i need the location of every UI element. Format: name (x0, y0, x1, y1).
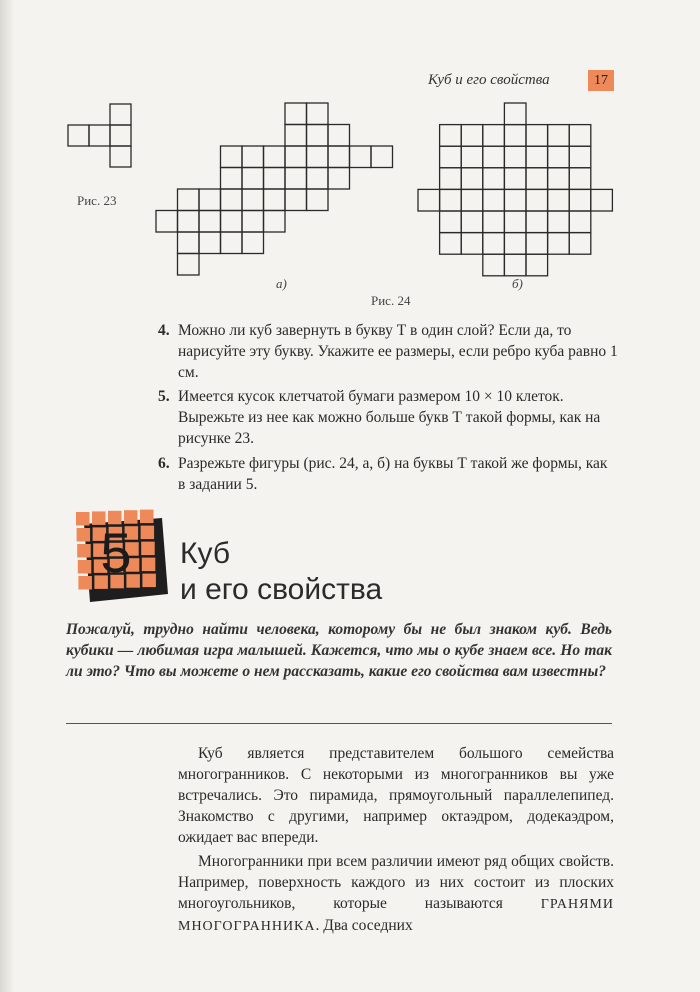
term-highlight: ГРАНЯМИ МНОГОГРАННИКА (178, 897, 614, 934)
paragraph-text: . Два соседних (315, 917, 413, 934)
grid-cell (483, 211, 505, 233)
grid-cell (548, 168, 570, 190)
grid-cell (307, 146, 329, 168)
grid-cell (569, 189, 591, 211)
grid-cell (526, 211, 548, 233)
grid-cell (328, 125, 350, 147)
intro-divider (66, 723, 612, 724)
grid-cell (440, 168, 462, 190)
paragraph-text: Многогранники при всем различии имеют ряд общих свойств. Например, поверхность каждого из них состоит из плоских многоугольников, которые называются (178, 853, 614, 912)
grid-cell (504, 189, 526, 211)
grid-cell (285, 168, 307, 190)
grid-cell (285, 189, 307, 211)
grid-cell (483, 168, 505, 190)
badge-tile (141, 542, 155, 556)
grid-cell (526, 125, 548, 147)
grid-cell (178, 211, 200, 233)
task-number: 5. (158, 388, 170, 405)
grid-cell (242, 168, 264, 190)
task-4 (158, 320, 618, 383)
figure-23-t-shape (68, 104, 131, 167)
grid-cell (110, 104, 131, 125)
grid-cell (328, 146, 350, 168)
grid-cell (156, 211, 178, 233)
grid-cell (110, 125, 131, 146)
section-number-badge (70, 506, 170, 606)
grid-cell (526, 233, 548, 255)
grid-cell (264, 211, 286, 233)
grid-cell (440, 125, 462, 147)
grid-cell (548, 146, 570, 168)
grid-cell (526, 146, 548, 168)
grid-cell (371, 146, 393, 168)
grid-cell (178, 189, 200, 211)
grid-cell (328, 168, 350, 190)
grid-cell (440, 146, 462, 168)
grid-cell (548, 233, 570, 255)
grid-cell (221, 146, 243, 168)
grid-cell (242, 232, 264, 254)
grid-cell (483, 125, 505, 147)
grid-cell (483, 233, 505, 255)
grid-cell (199, 189, 221, 211)
task-text: Разрежьте фигуры (рис. 24, а, б) на буквы Т такой же формы, как в задании 5. (178, 455, 608, 493)
grid-cell (548, 125, 570, 147)
grid-cell (264, 189, 286, 211)
task-6 (158, 453, 618, 495)
section-title-line1: Куб (180, 537, 230, 570)
grid-cell (285, 103, 307, 125)
badge-tile (78, 560, 92, 574)
figure-24a-staircase (156, 103, 393, 275)
grid-cell (307, 125, 329, 147)
section-number: 5 (100, 521, 132, 584)
grid-cell (178, 254, 200, 276)
badge-tile (140, 510, 154, 523)
figure-24-caption: Рис. 24 (371, 293, 411, 308)
body-text (178, 743, 614, 937)
page-number: 17 (588, 70, 614, 91)
grid-cell (591, 189, 613, 211)
grid-cell (440, 233, 462, 255)
grid-cell (307, 189, 329, 211)
grid-cell (221, 189, 243, 211)
grid-cell (548, 189, 570, 211)
grid-cell (178, 232, 200, 254)
grid-cell (526, 189, 548, 211)
grid-cell (483, 146, 505, 168)
grid-cell (199, 232, 221, 254)
badge-tile (141, 526, 155, 540)
badge-tile (142, 558, 156, 572)
grid-cell (264, 168, 286, 190)
grid-cell (264, 146, 286, 168)
figure-24a-label: а) (276, 276, 287, 291)
grid-cell (504, 146, 526, 168)
grid-cell (461, 146, 483, 168)
grid-cell (526, 254, 548, 276)
grid-cell (504, 168, 526, 190)
grid-cell (440, 189, 462, 211)
grid-cell (548, 211, 570, 233)
grid-cell (285, 146, 307, 168)
grid-cell (461, 233, 483, 255)
grid-cell (504, 233, 526, 255)
task-number: 6. (158, 455, 170, 472)
grid-cell (461, 125, 483, 147)
badge-tile (77, 528, 91, 542)
grid-cell (307, 168, 329, 190)
grid-cell (504, 125, 526, 147)
grid-cell (221, 211, 243, 233)
grid-cell (307, 103, 329, 125)
section-intro: Пожалуй, трудно найти человека, которому бы не был знаком куб. Ведь кубики — любимая игра малышей. Кажется, что мы о кубе знаем все. Но так ли это? Что вы можете о нем рассказать, какие его свойства вам известны? (66, 621, 612, 680)
figure-23-caption: Рис. 23 (77, 193, 117, 208)
task-5 (158, 386, 618, 449)
grid-cell (483, 254, 505, 276)
running-title: Куб и его свойства (428, 72, 550, 88)
badge-tile (142, 574, 156, 588)
grid-cell (89, 125, 110, 146)
section-title (180, 536, 382, 608)
grid-cell (221, 168, 243, 190)
grid-cell (285, 125, 307, 147)
grid-cell (569, 168, 591, 190)
grid-cell (242, 146, 264, 168)
grid-cell (504, 211, 526, 233)
badge-tile (77, 544, 91, 558)
task-number: 4. (158, 322, 170, 339)
grid-cell (242, 211, 264, 233)
badge-tile (76, 512, 90, 526)
grid-cell (569, 233, 591, 255)
grid-cell (569, 211, 591, 233)
grid-cell (569, 146, 591, 168)
grid-cell (461, 211, 483, 233)
figure-24b-label: б) (512, 276, 523, 291)
task-text: Можно ли куб завернуть в букву Т в один слой? Если да, то нарисуйте эту букву. Укажите ее размеры, если ребро куба равно 1 см. (178, 322, 618, 381)
grid-figures (0, 0, 700, 300)
grid-cell (504, 103, 526, 125)
grid-cell (418, 189, 440, 211)
grid-cell (461, 168, 483, 190)
grid-cell (483, 189, 505, 211)
figure-24b-cross (418, 103, 612, 276)
grid-cell (440, 211, 462, 233)
grid-cell (199, 211, 221, 233)
task-text: Имеется кусок клетчатой бумаги размером 10 × 10 клеток. Вырежьте из нее как можно больше букв Т такой формы, как на рисунке 23. (178, 388, 601, 447)
grid-cell (68, 125, 89, 146)
body-paragraph-1: Куб является представителем большого семейства многогранников. С некоторыми из многогранников вы уже встречались. Это пирамида, прямоугольный параллелепипед. Знакомство с другими, например октаэдром, додекаэдром, ожидает вас впереди. (178, 745, 614, 846)
grid-cell (221, 232, 243, 254)
grid-cell (242, 189, 264, 211)
section-title-line2: и его свойства (180, 573, 383, 606)
grid-cell (110, 146, 131, 167)
grid-cell (461, 189, 483, 211)
grid-cell (350, 146, 372, 168)
grid-cell (526, 168, 548, 190)
body-paragraph-2 (178, 851, 614, 937)
grid-cell (569, 125, 591, 147)
grid-cell (504, 254, 526, 276)
badge-tile (78, 576, 92, 590)
